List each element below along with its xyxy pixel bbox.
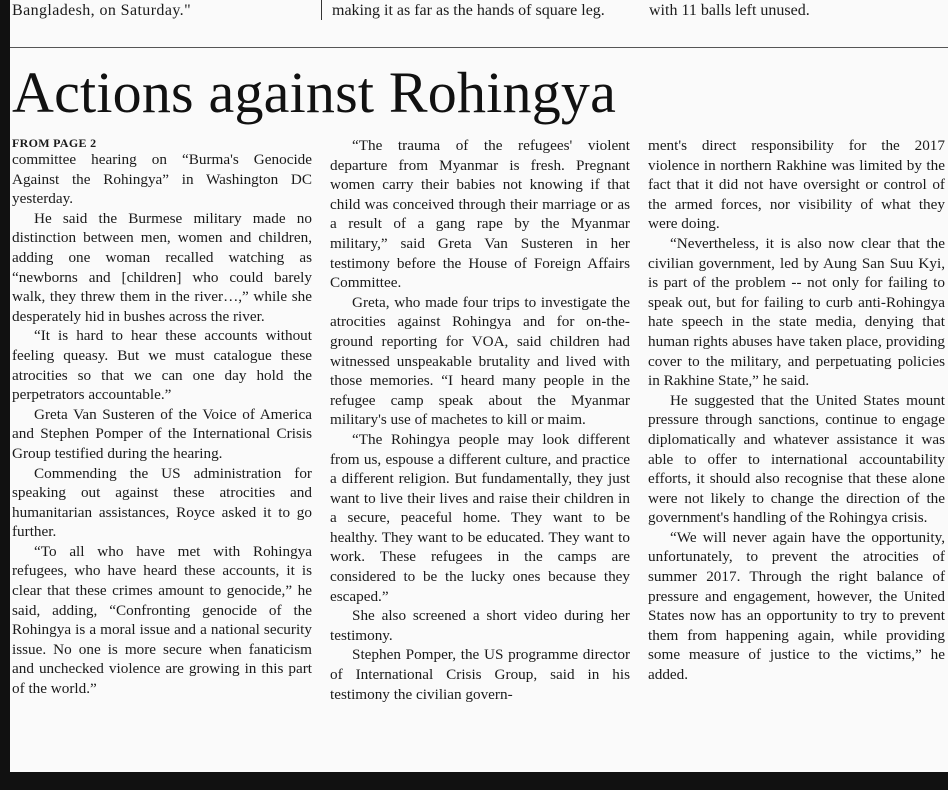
headline: Actions against Rohingya (12, 60, 617, 125)
paragraph: “The trauma of the refugees' violent departure from Myanmar is fresh. Pregnant women carry their babies not knowing if that child was conceived through their marriage or as a result of a gang rape by the Myanmar military,” said Greta Van Susteren in her testimony before the House of Foreign Affairs Committee. (330, 137, 630, 292)
previous-article-strip (10, 0, 948, 24)
paragraph: ment's direct responsibility for the 2017 violence in northern Rakhine was limited by the fact that it did not have oversight or control of the armed forces, nor visibility of what they were doing. (648, 137, 945, 233)
paragraph: “We will never again have the opportunity, unfortunately, to prevent the atrocities of summer 2017. Through the right balance of pressure and engagement, however, the United States now has an opportunity to try to prevent them from happening again, while providing some measure of justice to the victims,” he added. (648, 528, 945, 684)
section-rule (10, 47, 948, 48)
paragraph: “It is hard to hear these accounts without feeling queasy. But we must catalogue these atrocities so that we can one day hold the perpetrators accountable.” (12, 327, 312, 404)
article-column-2 (330, 136, 630, 704)
paragraph: Greta, who made four trips to investigate the atrocities against Rohingya and for on-the-ground reporting for VOA, said children had witnessed unspeakable brutality and lived with those memories. “I heard many people in the refugee camp speak about the Myanmar military's use of machetes to kill or maim. (330, 293, 630, 429)
paragraph: “Nevertheless, it is also now clear that the civilian government, led by Aung San Suu Kyi, is part of the problem -- not only for failing to speak out, but for failing to curb anti-Rohingya hate speech in the state media, denying that human rights abuses have taken place, providing cover to the military, and perpetuating policies in Rakhine State,” he said. (648, 234, 945, 390)
paragraph: Stephen Pomper, the US programme director of International Crisis Group, said in his testimony the civilian govern- (330, 646, 630, 703)
article-column-1 (12, 136, 312, 699)
paragraph: “To all who have met with Rohingya refugees, who have heard these accounts, it is clear that these crimes amount to genocide,” he said, adding, “Confronting genocide of the Rohingya is a moral issue and a national security issue. No one is more secure when fanaticism and unchecked violence are growing in this part of the world.” (12, 542, 312, 698)
previous-article-col-3: with 11 balls left unused. (649, 2, 810, 19)
previous-article-col-1: Bangladesh, on Saturday." (12, 2, 192, 19)
paragraph: Greta Van Susteren of the Voice of America and Stephen Pomper of the International Crisis Group testified during the hearing. (12, 405, 312, 462)
newspaper-page (10, 0, 948, 772)
paragraph: He said the Burmese military made no distinction between men, women and children, adding one woman recalled watching as “newborns and [children] who could barely walk, they threw them in the river…,” while she desperately hid in bushes across the river. (12, 209, 312, 325)
paragraph: He suggested that the United States mount pressure through sanctions, continue to engage diplomatically and whatever assistance it was able to offer to international accountability efforts, it should also recognise that these alone were not likely to change the direction of the government's handling of the Rohingya crisis. (648, 391, 945, 527)
paragraph: “The Rohingya people may look different from us, espouse a different culture, and practice a different religion. But fundamentally, they just want to live their lives and raise their children in a secure, peaceful home. They want to be healthy. They want to be educated. They want to work. These refugees in the camps are considered to be the lucky ones because they escaped.” (330, 430, 630, 605)
column-divider (321, 0, 322, 20)
paragraph: She also screened a short video during her testimony. (330, 607, 630, 644)
jump-kicker: FROM PAGE 2 (12, 136, 97, 150)
previous-article-col-2: making it as far as the hands of square leg. (332, 2, 605, 19)
paragraph: committee hearing on “Burma's Genocide Against the Rohingya” in Washington DC yesterday. (12, 151, 312, 208)
paragraph: Commending the US administration for speaking out against these atrocities and humanitarian assistances, Royce asked it to go further. (12, 464, 312, 541)
article-column-3 (648, 136, 945, 685)
